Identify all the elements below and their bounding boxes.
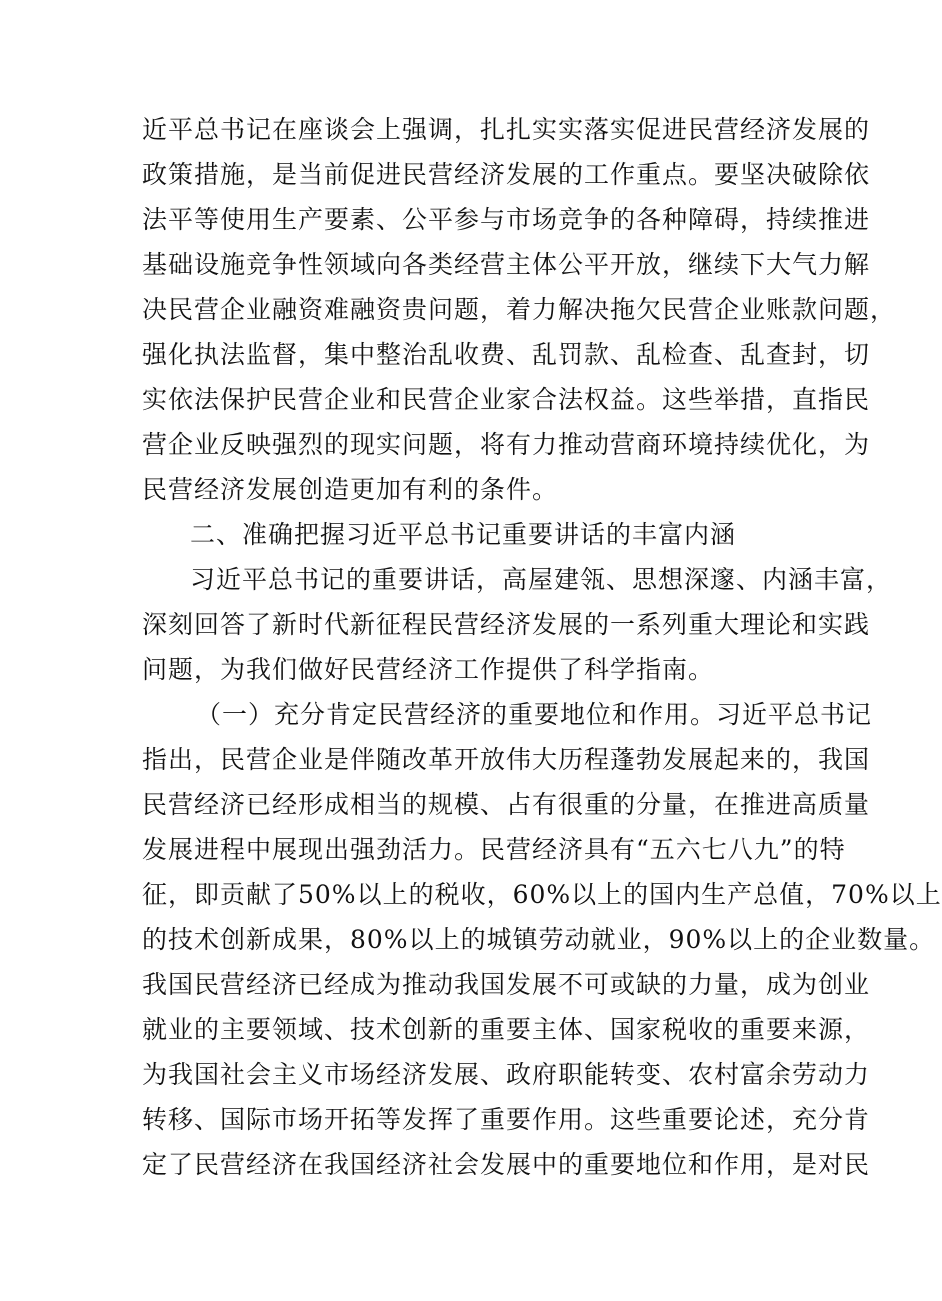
paragraph-3-line-4: 发展进程中展现出强劲活力。民营经济具有“五六七八九”的特 (142, 835, 846, 864)
paragraph-1-line-3: 法平等使用生产要素、公平参与市场竞争的各种障碍，持续推进 (142, 205, 871, 234)
paragraph-1-line-6: 强化执法监督，集中整治乱收费、乱罚款、乱检查、乱查封，切 (142, 340, 871, 369)
paragraph-3-line-1: （一）充分肯定民营经济的重要地位和作用。习近平总书记 (196, 700, 873, 729)
paragraph-2-line-2: 深刻回答了新时代新征程民营经济发展的一系列重大理论和实践 (142, 610, 871, 639)
paragraph-3-line-6: 的技术创新成果，80%以上的城镇劳动就业，90%以上的企业数量。 (142, 925, 936, 954)
paragraph-1-line-2: 政策措施，是当前促进民营经济发展的工作重点。要坚决破除依 (142, 160, 871, 189)
paragraph-1-line-4: 基础设施竞争性领域向各类经营主体公平开放，继续下大气力解 (142, 250, 871, 279)
paragraph-2-line-3: 问题，为我们做好民营经济工作提供了科学指南。 (142, 655, 715, 684)
paragraph-1-line-1: 近平总书记在座谈会上强调，扎扎实实落实促进民营经济发展的 (142, 115, 871, 144)
paragraph-3-line-8: 就业的主要领域、技术创新的重要主体、国家税收的重要来源， (142, 1015, 871, 1044)
paragraph-3-line-11: 定了民营经济在我国经济社会发展中的重要地位和作用，是对民 (142, 1150, 871, 1179)
paragraph-3-line-7: 我国民营经济已经成为推动我国发展不可或缺的力量，成为创业 (142, 970, 871, 999)
paragraph-3-line-10: 转移、国际市场开拓等发挥了重要作用。这些重要论述，充分肯 (142, 1105, 871, 1134)
paragraph-1-line-8: 营企业反映强烈的现实问题，将有力推动营商环境持续优化，为 (142, 430, 871, 459)
paragraph-3-line-3: 民营经济已经形成相当的规模、占有很重的分量，在推进高质量 (142, 790, 871, 819)
paragraph-1-line-9: 民营经济发展创造更加有利的条件。 (142, 475, 559, 504)
paragraph-3-line-5: 征，即贡献了50%以上的税收，60%以上的国内生产总值，70%以上 (142, 880, 942, 909)
paragraph-1-line-7: 实依法保护民营企业和民营企业家合法权益。这些举措，直指民 (142, 385, 871, 414)
section-heading: 二、准确把握习近平总书记重要讲话的丰富内涵 (190, 520, 737, 549)
paragraph-3-line-2: 指出，民营企业是伴随改革开放伟大历程蓬勃发展起来的，我国 (142, 745, 871, 774)
paragraph-2-line-1: 习近平总书记的重要讲话，高屋建瓴、思想深邃、内涵丰富， (190, 565, 893, 594)
paragraph-1-line-5: 决民营企业融资难融资贵问题，着力解决拖欠民营企业账款问题， (142, 295, 897, 324)
paragraph-3-line-9: 为我国社会主义市场经济发展、政府职能转变、农村富余劳动力 (142, 1060, 871, 1089)
